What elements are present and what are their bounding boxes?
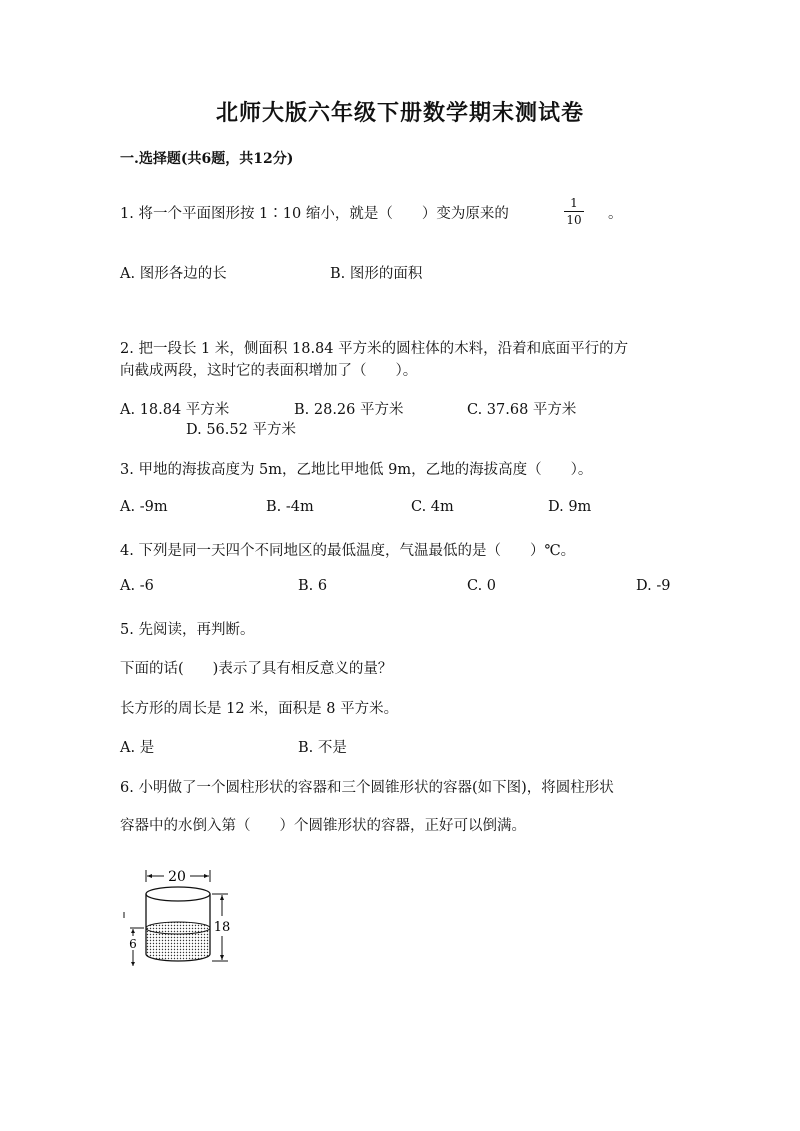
water-label: 6 — [129, 937, 137, 951]
question-6-line-2: 容器中的水倒入第（ ）个圆锥形状的容器，正好可以倒满。 — [120, 818, 526, 834]
water-arrow-top — [131, 929, 135, 933]
q4-option-a: A. -6 — [120, 578, 154, 594]
fraction-one-tenth — [562, 196, 586, 227]
question-4: 4. 下列是同一天四个不同地区的最低温度，气温最低的是（ ）℃。 — [120, 543, 576, 559]
water-arrow-bottom — [131, 962, 135, 966]
q3-option-c: C. 4m — [411, 499, 454, 515]
height-label: 18 — [213, 920, 231, 935]
question-2-line-1: 2. 把一段长 1 米，侧面积 18.84 平方米的圆柱体的木料，沿着和底面平行的方 — [120, 341, 629, 357]
q2-option-d: D. 56.52 平方米 — [186, 422, 296, 438]
question-5-line-1: 5. 先阅读，再判断。 — [120, 622, 255, 638]
q3-option-a: A. -9m — [120, 499, 168, 515]
question-2-line-2: 向截成两段，这时它的表面积增加了（ ）。 — [120, 363, 418, 379]
q3-option-d: D. 9m — [548, 499, 592, 515]
cylinder-top — [146, 887, 210, 901]
q4-option-c: C. 0 — [467, 578, 497, 594]
question-1-end: 。 — [608, 206, 623, 222]
q4-option-d: D. -9 — [636, 578, 671, 594]
q1-option-b: B. 图形的面积 — [330, 266, 423, 282]
fraction-denominator: 10 — [566, 213, 582, 227]
q2-option-c: C. 37.68 平方米 — [467, 402, 577, 418]
fraction-bar — [564, 211, 584, 212]
q2-option-a: A. 18.84 平方米 — [120, 402, 230, 418]
q1-option-a: A. 图形各边的长 — [120, 266, 227, 282]
fraction-numerator: 1 — [570, 196, 578, 210]
arrow-left — [147, 874, 152, 878]
height-arrow-bottom — [220, 955, 224, 960]
section-heading: 一.选择题(共6题，共12分) — [120, 151, 294, 167]
water-surface — [146, 922, 210, 934]
question-5-line-2: 下面的话( )表示了具有相反意义的量？ — [120, 661, 393, 677]
diameter-label: 20 — [168, 869, 186, 885]
height-arrow-top — [220, 895, 224, 900]
question-3: 3. 甲地的海拔高度为 5m，乙地比甲地低 9m，乙地的海拔高度（ ）。 — [120, 462, 593, 478]
q3-option-b: B. -4m — [266, 499, 314, 515]
q4-option-b: B. 6 — [298, 578, 328, 594]
q2-option-b: B. 28.26 平方米 — [294, 402, 404, 418]
question-6-line-1: 6. 小明做了一个圆柱形状的容器和三个圆锥形状的容器(如下图)，将圆柱形状 — [120, 780, 614, 796]
q5-option-b: B. 不是 — [298, 740, 347, 756]
cylinder-figure — [122, 864, 242, 974]
q5-option-a: A. 是 — [120, 740, 155, 756]
question-5-line-3: 长方形的周长是 12 米，面积是 8 平方米。 — [120, 701, 399, 717]
arrow-right — [204, 874, 209, 878]
page-title: 北师大版六年级下册数学期末测试卷 — [215, 100, 584, 126]
question-1: 1. 将一个平面图形按 1∶10 缩小，就是（ ）变为原来的 — [120, 206, 509, 222]
